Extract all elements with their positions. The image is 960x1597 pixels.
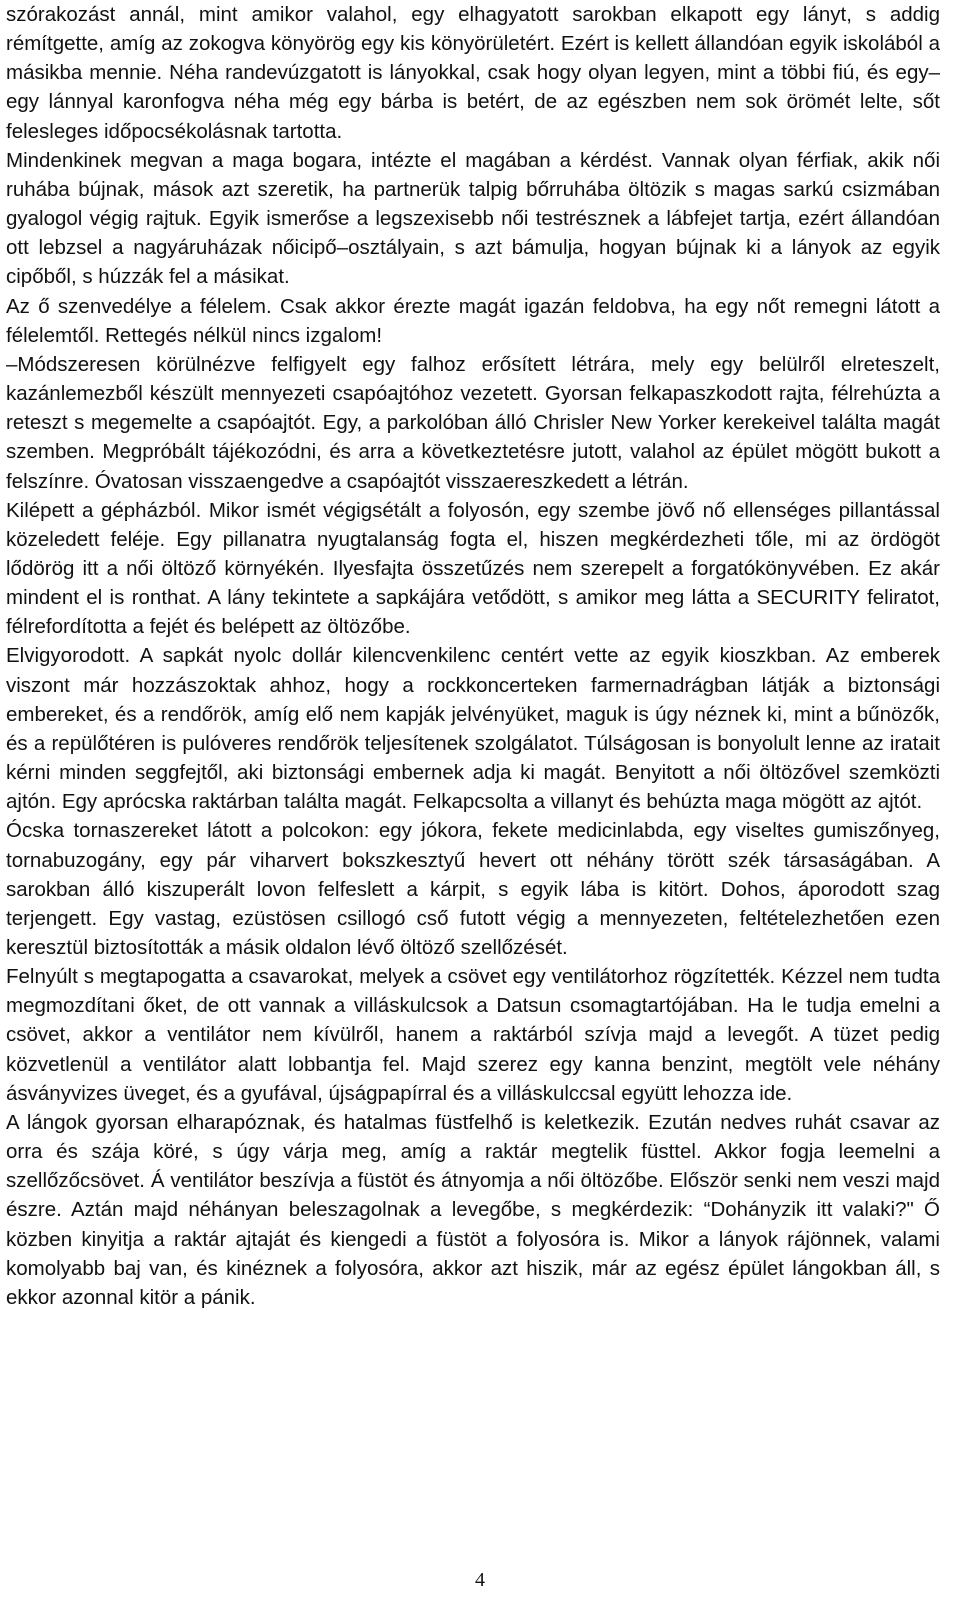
page-number: 4 (475, 1569, 485, 1591)
paragraph-2: Mindenkinek megvan a maga bogara, intézte el magában a kérdést. Vannak olyan férfiak, akik női ruhába bújnak, mások azt szeretik, ha partnerük talpig bőrruhába öltözik s magas sarkú csizmában gyalogol végig rajtuk. Egyik ismerőse a legszexisebb női testrésznek a lábfejet tartja, ezért állandóan ott lebzsel a nagyáruházak nőicipő–osztályain, s azt bámulja, hogyan bújnak ki a lányok az egyik cipőből, s húzzák fel a másikat. (6, 148, 940, 289)
paragraph-3: Az ő szenvedélye a félelem. Csak akkor érezte magát igazán feldobva, ha egy nőt remegni látott a félelemtől. Rettegés nélkül nincs izgalom! (6, 294, 940, 347)
paragraph-7: Ócska tornaszereket látott a polcokon: egy jókora, fekete medicinlabda, egy viseltes gumiszőnyeg, tornabuzogány, egy pár viharvert bokszkesztyű hevert ott néhány törött szék társaságában. A sarokban álló kiszuperált lovon felfeslett a kárpit, s egyik lába is kitört. Dohos, áporodott szag terjengett. Egy vastag, ezüstösen csillogó cső futott végig a mennyezeten, feltételezhetően ezen keresztül biztosították a másik oldalon lévő öltöző szellőzését. (6, 819, 940, 959)
paragraph-4: –Módszeresen körülnézve felfigyelt egy falhoz erősített létrára, mely egy belülről elreteszelt, kazánlemezből készült mennyezeti csapóajtóhoz vezetett. Gyorsan felkapaszkodott rajta, félrehúzta a reteszt s megemelte a csapóajtót. Egy, a parkolóban álló Chrisler New Yorker kerekeivel találta magát szemben. Megpróbált tájékozódni, és arra a következtetésre jutott, valahol az épület mögött bukott a felszínre. Óvatosan visszaengedve a csapóajtót visszaereszkedett a létrán. (6, 352, 940, 493)
document-body (6, 0, 940, 1312)
paragraph-9: A lángok gyorsan elharapóznak, és hatalmas füstfelhő is keletkezik. Ezután nedves ruhát csavar az orra és szája köré, s úgy várja meg, amíg a raktár megtelik füsttel. Akkor fogja leemelni a szellőzőcsövet. Á ventilátor beszívja a füstöt és átnyomja a női öltözőbe. Először senki nem veszi majd észre. Aztán majd néhányan beleszagolnak a levegőbe, s megkérdezik: “Dohányzik itt valaki?" Ő közben kinyitja a raktár ajtaját és kiengedi a füstöt a folyosóra is. Mikor a lányok rájönnek, valami komolyabb baj van, és kinéznek a folyosóra, akkor azt hiszik, már az egész épület lángokban áll, s ekkor azonnal kitör a pánik. (6, 1110, 940, 1309)
paragraph-6: Elvigyorodott. A sapkát nyolc dollár kilencvenkilenc centért vette az egyik kioszkban. Az emberek viszont már hozzászoktak ahhoz, hogy a rockkoncerteken farmernadrágban látják a biztonsági embereket, és a rendőrök, amíg elő nem kapják jelvényüket, maguk is úgy néznek ki, mint a bűnözők, és a repülőtéren is pulóveres rendőrök teljesítenek szolgálatot. Túlságosan is bonyolult lenne az iratait kérni minden seggfejtől, aki biztonsági embernek adja ki magát. Benyitott a női öltözővel szemközti ajtón. Egy aprócska raktárban találta magát. Felkapcsolta a villanyt és behúzta maga mögött az ajtót. (6, 644, 940, 814)
paragraph-5: Kilépett a gépházból. Mikor ismét végigsétált a folyosón, egy szembe jövő nő ellenséges pillantással közeledett feléje. Egy pillanatra nyugtalanság fogta el, hiszen megkérdezheti tőle, mi az ördögöt lődörög itt a női öltöző környékén. Ilyesfajta összetűzés nem szerepelt a forgatókönyvében. Ez akár mindent el is ronthat. A lány tekintete a sapkájára vetődött, s amikor meg látta a SECURITY feliratot, félrefordította a fejét és belépett az öltözőbe. (6, 498, 940, 639)
paragraph-8: Felnyúlt s megtapogatta a csavarokat, melyek a csövet egy ventilátorhoz rögzítették. Kézzel nem tudta megmozdítani őket, de ott vannak a villáskulcsok a Datsun csomagtartójában. Ha le tudja emelni a csövet, akkor a ventilátor nem kívülről, hanem a raktárból szívja majd a levegőt. A tüzet pedig közvetlenül a ventilátor alatt lobbantja fel. Majd szerez egy kanna benzint, megtölt vele néhány ásványvizes üveget, és a gyufával, újságpapírral és a villáskulccsal együtt lehozza ide. (6, 965, 940, 1105)
paragraph-1: szórakozást annál, mint amikor valahol, egy elhagyatott sarokban elkapott egy lányt, s addig rémítgette, amíg az zokogva könyörög egy kis könyörületért. Ezért is kellett állandóan egyik iskolából a másikba mennie. Néha randevúzgatott is lányokkal, csak hogy olyan legyen, mint a többi fiú, és egy–egy lánnyal karonfogva néha még egy bárba is betért, de az egészben nem sok örömét lelte, sőt felesleges időpocsékolásnak tartotta. (6, 3, 940, 143)
